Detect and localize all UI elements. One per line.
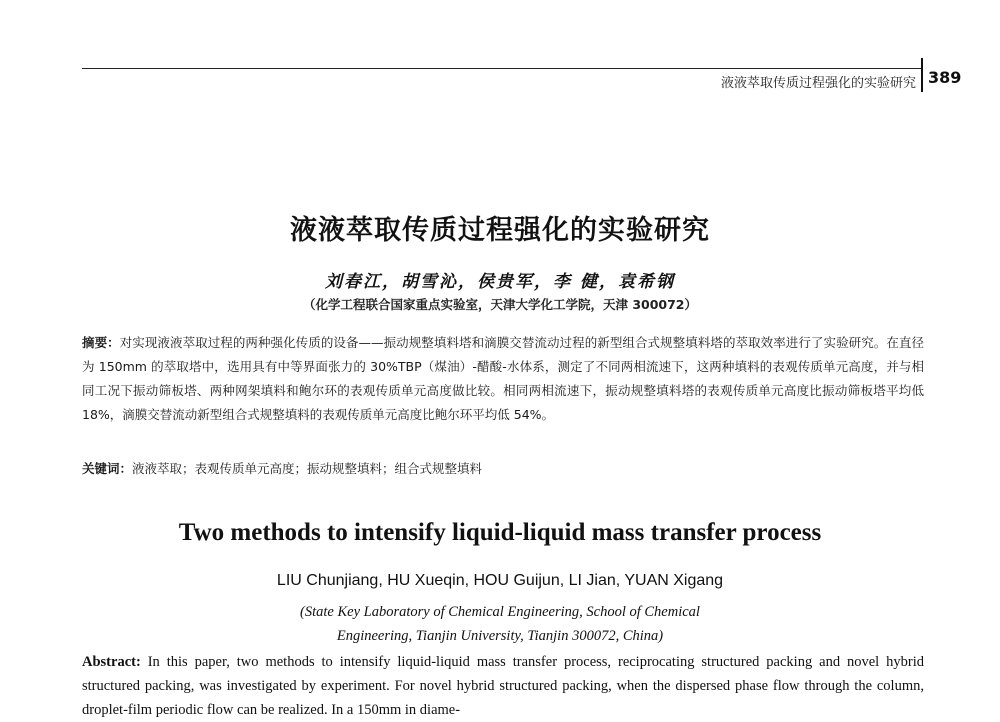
english-abstract-text: In this paper, two methods to intensify liquid-liquid mass transfer process, reciprocating structured packing and novel hybrid structured packing, was investigated by experiment. For novel hybrid structured packing, when the dispersed phase flow through the column, droplet-film periodic flow can be realized. In a 150mm in diame- [82, 654, 924, 718]
running-title: 液液萃取传质过程强化的实验研究 [720, 76, 916, 91]
chinese-keywords [82, 459, 924, 477]
chinese-abstract-text: 对实现液液萃取过程的两种强化传质的设备——振动规整填料塔和滴膜交替流动过程的新型组合式规整填料塔的萃取效率进行了实验研究。在直径为 150mm 的萃取塔中，选用具有中等界面张力的 30%TBP（煤油）-醋酸-水体系，测定了不同两相流速下，这两种填料的表观传质单元高度，并与相同工况下振动筛板塔、两种网架填料和鲍尔环的表观传质单元高度做比较。相同两相流速下，振动规整填料塔的表观传质单元高度比振动筛板塔平均低 18%，滴膜交替流动新型组合式规整填料的表观传质单元高度比鲍尔环平均低 54%。 [82, 335, 924, 422]
english-affiliation [0, 600, 1000, 648]
chinese-affiliation: （化学工程联合国家重点实验室，天津大学化工学院，天津 300072） [302, 297, 698, 312]
english-title: Two methods to intensify liquid-liquid mass transfer process [178, 519, 822, 546]
english-affiliation-line1: (State Key Laboratory of Chemical Engineering, School of Chemical [300, 604, 700, 620]
chinese-abstract [82, 331, 924, 427]
chinese-authors: 刘春江，胡雪沁，侯贵军，李 健，袁希钢 [325, 272, 675, 292]
chinese-keywords-label: 关键词： [82, 461, 133, 476]
page-number: 389 [928, 68, 962, 87]
chinese-abstract-label: 摘要： [82, 335, 120, 350]
chinese-keywords-text: 液液萃取；表观传质单元高度；振动规整填料；组合式规整填料 [132, 461, 483, 476]
english-authors: LIU Chunjiang, HU Xueqin, HOU Guijun, LI Jian, YUAN Xigang [276, 572, 724, 589]
english-affiliation-line2: Engineering, Tianjin University, Tianjin 300072, China) [336, 628, 664, 644]
chinese-title: 液液萃取传质过程强化的实验研究 [290, 215, 710, 246]
english-abstract [82, 650, 924, 722]
header-rule [82, 68, 922, 69]
english-abstract-label: Abstract: [82, 654, 141, 670]
header-separator [921, 58, 923, 92]
